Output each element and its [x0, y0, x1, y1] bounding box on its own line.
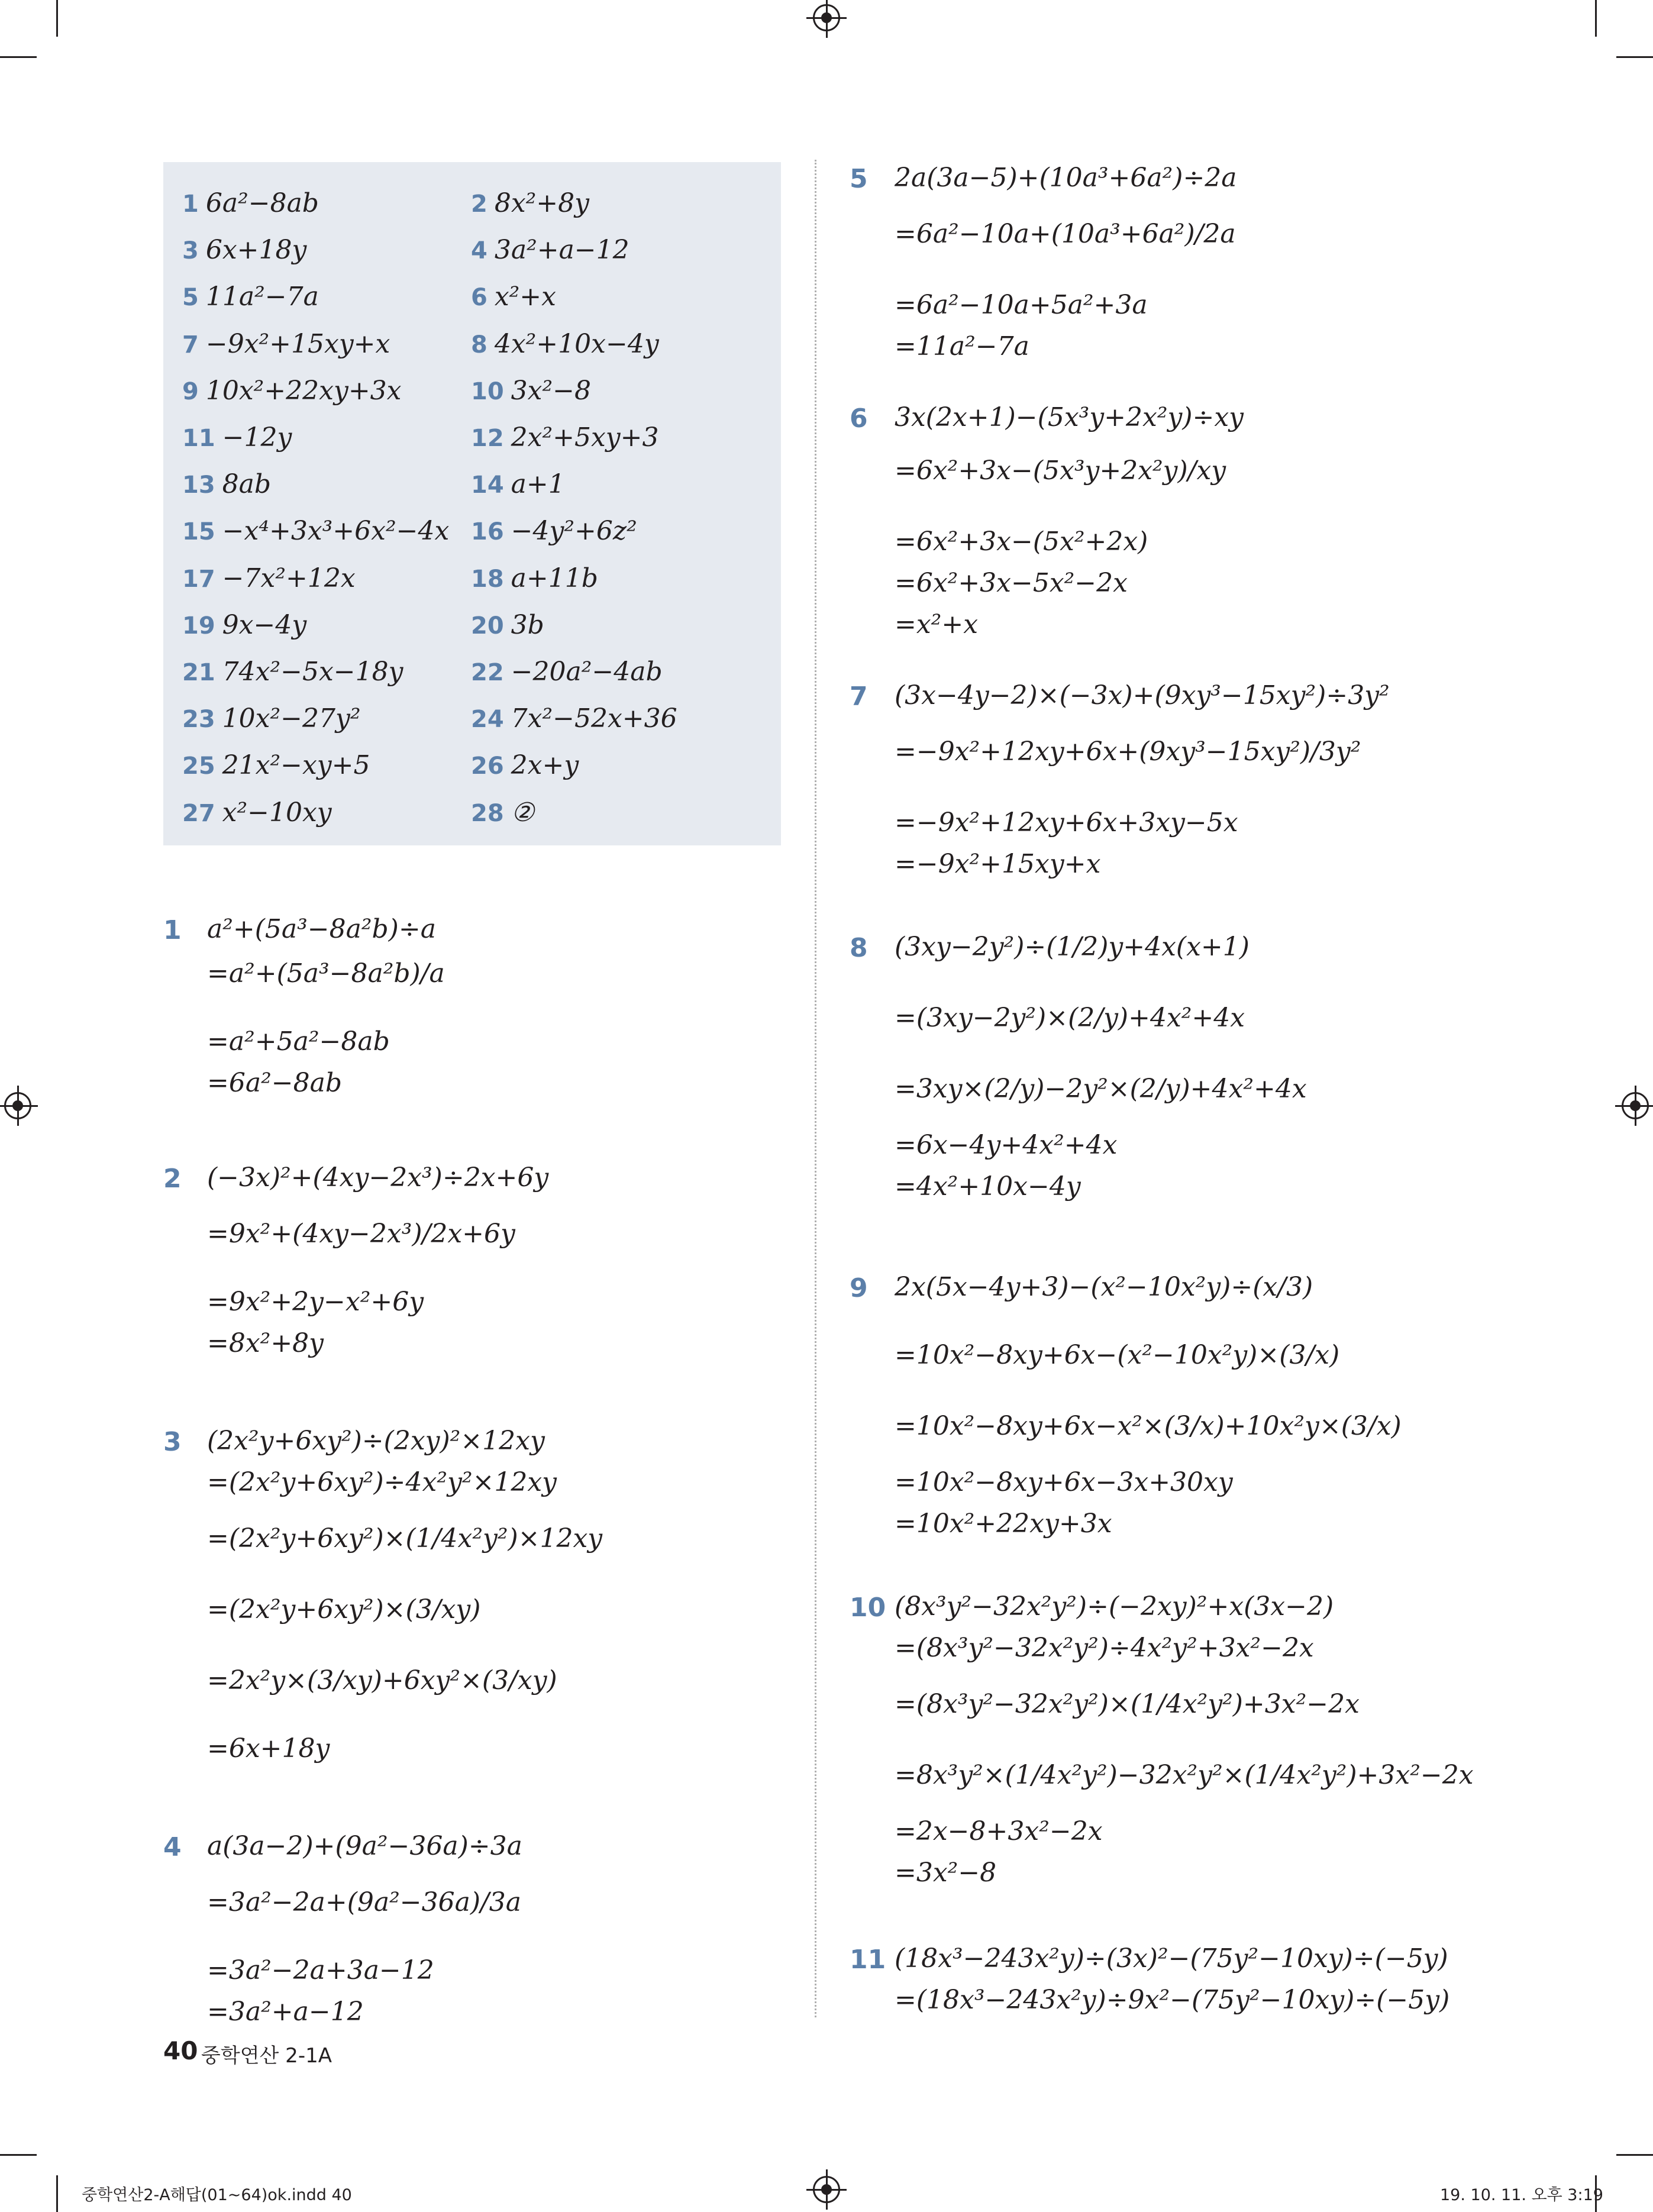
solution-step: =2x²y×(3/xy)+6xy²×(3/xy) — [207, 1665, 557, 1696]
answer-number: 20 — [471, 612, 504, 640]
answer-number: 1 — [182, 190, 199, 218]
answer-number: 6 — [471, 284, 487, 312]
answer-text: 6x+18y — [205, 235, 307, 266]
answer-item — [182, 188, 319, 218]
answer-item — [182, 376, 402, 406]
answer-item — [182, 610, 306, 640]
problem-expression: 3x(2x+1)−(5x³y+2x²y)÷xy — [895, 402, 1244, 432]
answer-text: 21x²−xy+5 — [222, 750, 370, 781]
solution-step: =x²+x — [895, 609, 979, 640]
crop-mark — [1616, 2154, 1653, 2156]
answer-text: 2x²+5xy+3 — [511, 422, 659, 453]
answer-item — [182, 657, 403, 687]
solution-step: =6x+18y — [207, 1733, 330, 1764]
answer-number: 27 — [182, 799, 215, 827]
solution-step: =8x²+8y — [207, 1328, 324, 1358]
answer-item — [182, 282, 319, 312]
solution-number: 6 — [850, 403, 868, 434]
answer-item — [182, 703, 360, 734]
problem-expression: (3x−4y−2)×(−3x)+(9xy³−15xy²)÷3y² — [895, 680, 1390, 711]
solution-number: 7 — [850, 682, 868, 712]
solution-step: =(8x³y²−32x²y²)÷4x²y²+3x²−2x — [895, 1633, 1314, 1663]
solution-step: =a²+(5a³−8a²b)/a — [207, 958, 445, 989]
answer-number: 16 — [471, 518, 504, 546]
solution-step: =−9x²+12xy+6x+(9xy³−15xy²)/3y² — [895, 737, 1361, 767]
answer-item — [471, 563, 598, 593]
answer-item — [471, 516, 637, 546]
answer-number: 21 — [182, 659, 215, 686]
answer-item — [471, 750, 579, 780]
answer-item — [471, 610, 544, 640]
solution-step: =(2x²y+6xy²)÷4x²y²×12xy — [207, 1467, 557, 1497]
answer-number: 28 — [471, 799, 504, 827]
solution-number: 10 — [850, 1593, 886, 1623]
answer-item — [182, 516, 449, 546]
answer-item — [471, 282, 556, 312]
answer-number: 3 — [182, 237, 199, 265]
problem-expression: (2x²y+6xy²)÷(2xy)²×12xy — [207, 1426, 545, 1456]
problem-expression: (8x³y²−32x²y²)÷(−2xy)²+x(3x−2) — [895, 1591, 1334, 1622]
solution-step: =3a²−2a+(9a²−36a)/3a — [207, 1887, 522, 1917]
solution-number: 9 — [850, 1273, 868, 1303]
answer-text: 8ab — [222, 469, 272, 500]
answer-item — [471, 329, 659, 359]
answer-item — [182, 469, 271, 499]
answer-item — [182, 235, 306, 265]
solution-step: =(8x³y²−32x²y²)×(1/4x²y²)+3x²−2x — [895, 1689, 1360, 1719]
answer-number: 19 — [182, 612, 215, 640]
solution-number: 2 — [163, 1164, 182, 1194]
solution-step: =−9x²+12xy+6x+3xy−5x — [895, 808, 1238, 838]
problem-expression: a(3a−2)+(9a²−36a)÷3a — [207, 1831, 522, 1861]
answer-number: 9 — [182, 377, 199, 405]
solution-step: =a²+5a²−8ab — [207, 1026, 390, 1057]
answer-text: a+11b — [511, 563, 598, 593]
answer-number: 11 — [182, 425, 215, 452]
problem-expression: (3xy−2y²)÷(1/2)y+4x(x+1) — [895, 932, 1250, 962]
crop-mark — [1616, 56, 1653, 58]
answer-number: 26 — [471, 753, 504, 780]
answer-text: 7x²−52x+36 — [511, 703, 677, 734]
answer-number: 4 — [471, 237, 487, 265]
solution-step: =(18x³−243x²y)÷9x²−(75y²−10xy)÷(−5y) — [895, 1985, 1450, 2015]
answer-text: a+1 — [511, 469, 565, 500]
solution-step: =10x²−8xy+6x−x²×(3/x)+10x²y×(3/x) — [895, 1411, 1402, 1441]
answer-text: 10x²−27y² — [222, 703, 361, 734]
problem-expression: 2x(5x−4y+3)−(x²−10x²y)÷(x/3) — [895, 1272, 1313, 1302]
slug-filename: 중학연산2-A해답(01~64)ok.indd 40 — [82, 2186, 352, 2204]
book-title: 중학연산 2-1A — [201, 2044, 332, 2068]
problem-expression: (18x³−243x²y)÷(3x)²−(75y²−10xy)÷(−5y) — [895, 1943, 1448, 1974]
answer-text: −4y²+6z² — [511, 516, 637, 547]
answer-number: 8 — [471, 331, 487, 359]
solution-step: =3a²−2a+3a−12 — [207, 1955, 434, 1985]
answer-text: 2x+y — [511, 750, 579, 781]
answer-number: 5 — [182, 284, 199, 312]
solution-step: =6x²+3x−5x²−2x — [895, 568, 1128, 598]
crop-mark — [56, 0, 58, 37]
answer-text: 9x−4y — [222, 609, 307, 640]
answer-item — [471, 657, 663, 687]
answer-number: 2 — [471, 190, 487, 218]
registration-mark-icon — [1622, 1092, 1649, 1119]
registration-mark-icon — [813, 4, 840, 31]
answer-item — [182, 750, 370, 780]
solution-step: =4x²+10x−4y — [895, 1171, 1081, 1202]
answer-text: −9x²+15xy+x — [205, 328, 390, 359]
solution-step: =−9x²+15xy+x — [895, 849, 1101, 879]
answer-text: 11a²−7a — [205, 282, 319, 312]
answer-number: 14 — [471, 472, 504, 499]
solution-step: =3xy×(2/y)−2y²×(2/y)+4x²+4x — [895, 1074, 1307, 1104]
answer-text: 10x²+22xy+3x — [205, 375, 402, 406]
solution-step: =3x²−8 — [895, 1858, 997, 1888]
solution-step: =9x²+2y−x²+6y — [207, 1287, 424, 1317]
solution-step: =(3xy−2y²)×(2/y)+4x²+4x — [895, 1003, 1245, 1033]
problem-expression: 2a(3a−5)+(10a³+6a²)÷2a — [895, 163, 1237, 193]
answer-item — [471, 797, 534, 828]
crop-mark — [1595, 0, 1597, 37]
solution-step: =(2x²y+6xy²)×(1/4x²y²)×12xy — [207, 1523, 603, 1554]
solution-step: =9x²+(4xy−2x³)/2x+6y — [207, 1219, 515, 1249]
answer-number: 13 — [182, 472, 215, 499]
solution-step: =(2x²y+6xy²)×(3/xy) — [207, 1594, 481, 1625]
problem-expression: a²+(5a³−8a²b)÷a — [207, 914, 436, 944]
answer-item — [471, 235, 629, 265]
answer-number: 24 — [471, 706, 504, 734]
answer-text: −12y — [222, 422, 292, 453]
solution-number: 8 — [850, 933, 868, 963]
solution-step: =3a²+a−12 — [207, 1997, 364, 2027]
registration-mark-icon — [4, 1092, 31, 1119]
answer-text: 3x²−8 — [511, 375, 591, 406]
answer-item — [471, 376, 591, 406]
solution-number: 1 — [163, 915, 182, 945]
answer-item — [471, 469, 565, 499]
answer-number: 17 — [182, 565, 215, 593]
solution-step: =6a²−10a+(10a³+6a²)/2a — [895, 219, 1236, 249]
answer-number: 7 — [182, 331, 199, 359]
answer-text: 4x²+10x−4y — [494, 328, 659, 359]
solution-step: =8x³y²×(1/4x²y²)−32x²y²×(1/4x²y²)+3x²−2x — [895, 1760, 1474, 1790]
page-number: 40 — [163, 2036, 198, 2065]
answer-number: 25 — [182, 753, 215, 780]
problem-expression: (−3x)²+(4xy−2x³)÷2x+6y — [207, 1162, 549, 1193]
crop-mark — [56, 2175, 58, 2212]
crop-mark — [0, 2154, 37, 2156]
answer-text: 3b — [511, 609, 544, 640]
answer-text: −x⁴+3x³+6x²−4x — [222, 516, 450, 547]
answer-text: −7x²+12x — [222, 563, 356, 593]
solution-step: =10x²+22xy+3x — [895, 1509, 1112, 1539]
answer-number: 23 — [182, 706, 215, 734]
answer-text: 3a²+a−12 — [494, 235, 629, 266]
slug-date: 19. 10. 11. 오후 3:19 — [1440, 2186, 1603, 2204]
answer-item — [471, 188, 589, 218]
solution-step: =10x²−8xy+6x−(x²−10x²y)×(3/x) — [895, 1340, 1340, 1370]
answer-text: ② — [511, 797, 535, 828]
answer-number: 18 — [471, 565, 504, 593]
answer-text: 8x²+8y — [494, 188, 590, 218]
solution-step: =6x²+3x−(5x³y+2x²y)/xy — [895, 456, 1226, 486]
solution-number: 3 — [163, 1427, 182, 1457]
registration-mark-icon — [813, 2176, 840, 2203]
column-divider — [815, 160, 816, 2017]
answer-text: 6a²−8ab — [205, 188, 319, 218]
answer-item — [182, 329, 390, 359]
solution-number: 5 — [850, 164, 868, 194]
solution-step: =10x²−8xy+6x−3x+30xy — [895, 1467, 1233, 1497]
answer-text: x²−10xy — [222, 797, 332, 828]
answer-item — [182, 797, 332, 828]
answer-item — [182, 563, 356, 593]
solution-number: 4 — [163, 1832, 182, 1862]
answer-text: 74x²−5x−18y — [222, 657, 403, 687]
solution-step: =6x²+3x−(5x²+2x) — [895, 527, 1148, 557]
answer-item — [471, 703, 677, 734]
solution-step: =6a²−8ab — [207, 1068, 342, 1098]
answer-text: −20a²−4ab — [511, 657, 663, 687]
answer-number: 12 — [471, 425, 504, 452]
answer-item — [471, 422, 659, 453]
answer-item — [182, 422, 292, 453]
solution-number: 11 — [850, 1945, 886, 1975]
crop-mark — [0, 56, 37, 58]
answer-number: 10 — [471, 377, 504, 405]
solution-step: =11a²−7a — [895, 331, 1029, 361]
answer-number: 15 — [182, 518, 215, 546]
solution-step: =2x−8+3x²−2x — [895, 1816, 1103, 1846]
answer-text: x²+x — [494, 282, 556, 312]
solution-step: =6x−4y+4x²+4x — [895, 1130, 1118, 1160]
answer-number: 22 — [471, 659, 504, 686]
solution-step: =6a²−10a+5a²+3a — [895, 290, 1148, 320]
